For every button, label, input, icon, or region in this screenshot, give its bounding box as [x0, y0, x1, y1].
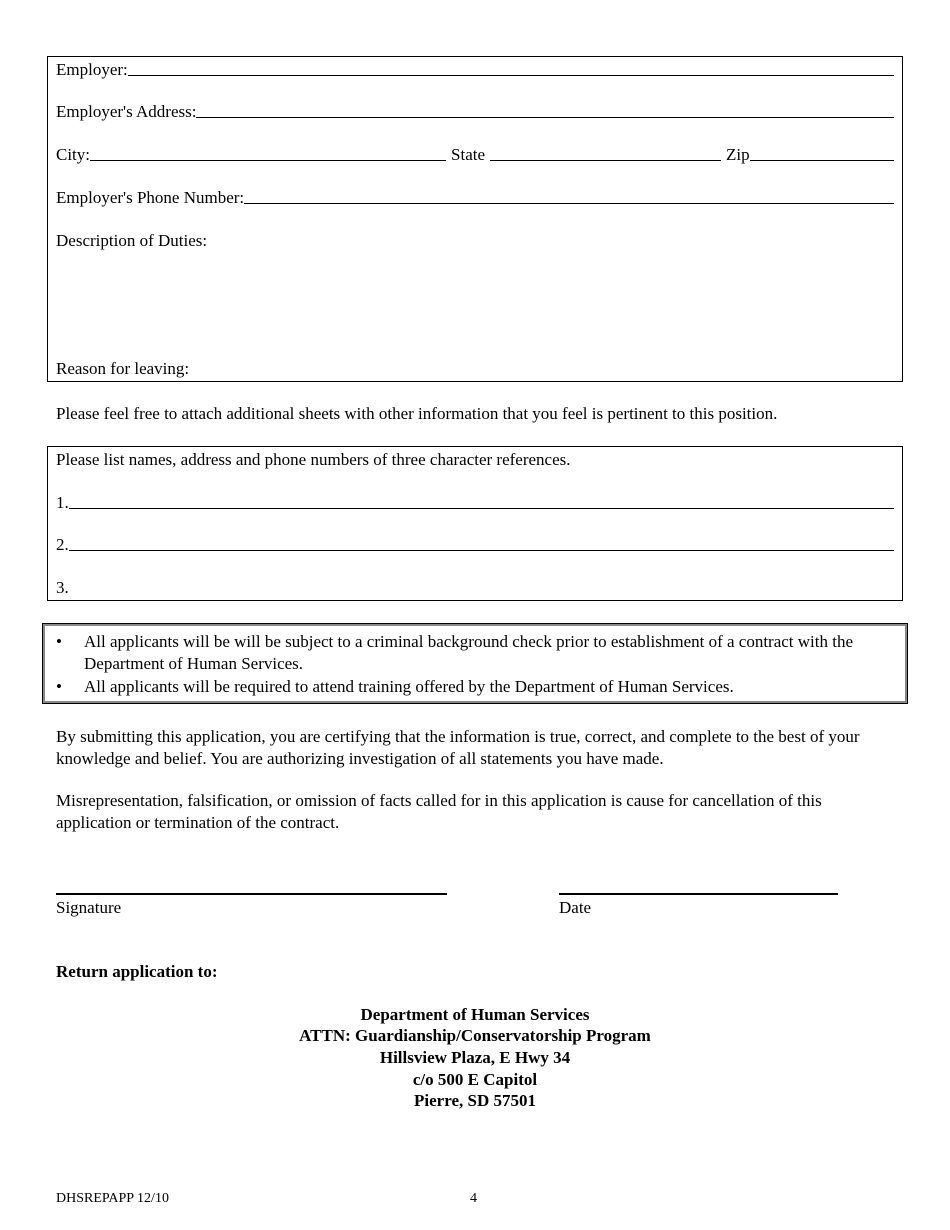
notice-bullet-1: •: [56, 632, 62, 651]
date-line[interactable]: [559, 893, 838, 895]
employer-address-row: [56, 102, 894, 122]
return-line-2: ATTN: Guardianship/Conservatorship Program: [299, 1026, 651, 1045]
employer-row: [56, 60, 894, 80]
page-number: 4: [470, 1191, 477, 1206]
reason-label: Reason for leaving:: [56, 359, 190, 378]
city-state-zip-row: [56, 145, 894, 165]
return-line-3: Hillsview Plaza, E Hwy 34: [379, 1048, 571, 1067]
notice-bullet-2: •: [56, 677, 62, 696]
employer-field[interactable]: [128, 75, 894, 76]
date-label: Date: [559, 898, 592, 917]
signature-line[interactable]: [56, 893, 447, 895]
notice-item-1: All applicants will be will be subject to a criminal background check prior to establishment of a contract with the Department of Human Services.: [84, 632, 854, 673]
employer-phone-row: [56, 188, 894, 208]
reference-field-2[interactable]: [69, 550, 894, 551]
form-id: DHSREPAPP 12/10: [56, 1191, 169, 1206]
zip-label: Zip: [726, 145, 750, 164]
references-instruction: Please list names, address and phone numbers of three character references.: [56, 450, 571, 469]
reference-number-1: 1.: [56, 493, 69, 512]
misrepresentation-text: Misrepresentation, falsification, or omission of facts called for in this application is cause for cancellation of this application or termination of the contract.: [56, 791, 822, 832]
return-line-5: Pierre, SD 57501: [414, 1091, 536, 1110]
reference-number-3: 3.: [56, 578, 69, 597]
state-field[interactable]: [490, 160, 721, 161]
city-field[interactable]: [90, 160, 446, 161]
certification-text: By submitting this application, you are certifying that the information is true, correct, and complete to the best of your knowledge and belief. You are authorizing investigation of all statements you have made.: [56, 727, 860, 768]
return-line-4: c/o 500 E Capitol: [412, 1070, 538, 1089]
employer-address-label: Employer's Address:: [56, 102, 197, 121]
reference-row-3: [56, 578, 894, 598]
reference-row-1: [56, 493, 894, 513]
city-label: City:: [56, 145, 91, 164]
reference-field-1[interactable]: [69, 508, 894, 509]
zip-field[interactable]: [750, 160, 894, 161]
notice-item-2: All applicants will be required to attend training offered by the Department of Human Services.: [84, 677, 734, 696]
return-line-1: Department of Human Services: [360, 1005, 590, 1024]
employer-label: Employer:: [56, 60, 128, 79]
employer-phone-field[interactable]: [244, 203, 894, 204]
reference-row-2: [56, 535, 894, 555]
state-label: State: [451, 145, 486, 164]
reference-number-2: 2.: [56, 535, 69, 554]
employer-phone-label: Employer's Phone Number:: [56, 188, 245, 207]
attach-note: Please feel free to attach additional sheets with other information that you feel is pertinent to this position.: [56, 404, 778, 423]
employer-address-field[interactable]: [196, 117, 894, 118]
return-heading: Return application to:: [56, 962, 218, 981]
signature-label: Signature: [56, 898, 122, 917]
duties-label: Description of Duties:: [56, 231, 208, 250]
